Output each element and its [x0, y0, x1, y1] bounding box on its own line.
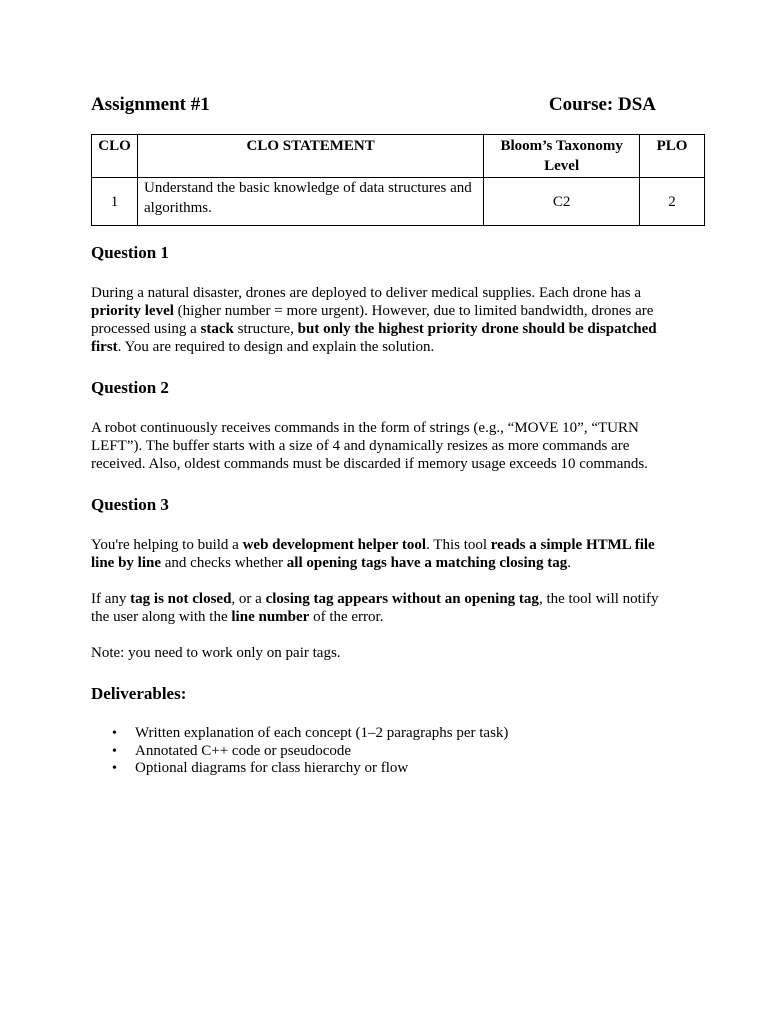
clo-header: CLO	[92, 135, 138, 178]
assignment-title: Assignment #1	[91, 94, 210, 115]
bullet-icon: •	[112, 761, 117, 776]
question-1-title: Question 1	[91, 243, 169, 262]
bullet-icon: •	[112, 726, 117, 741]
list-item: • Written explanation of each concept (1–2 paragraphs per task)	[112, 725, 509, 741]
question-2-title: Question 2	[91, 378, 169, 397]
clo-number-cell: 1	[92, 178, 138, 226]
bloom-level-cell: C2	[484, 178, 640, 226]
clo-table	[91, 134, 705, 226]
table-row	[92, 178, 705, 226]
clo-table-header-row	[92, 135, 705, 178]
clo-statement-cell: Understand the basic knowledge of data structures and algorithms.	[137, 178, 483, 226]
question-3-title: Question 3	[91, 495, 169, 514]
course-title: Course: DSA	[548, 94, 656, 115]
deliverables-list	[91, 725, 671, 778]
clo-statement-header: CLO STATEMENT	[137, 135, 483, 178]
plo-header: PLO	[640, 135, 705, 178]
question-3-paragraph-1: You're helping to build a web development helper tool. This tool reads a simple HTML file line by line and checks whether all opening tags have a matching closing tag.	[91, 537, 655, 571]
bloom-level-header: Bloom’s Taxonomy Level	[484, 135, 640, 178]
question-1-text: During a natural disaster, drones are deployed to deliver medical supplies. Each drone has a priority level (higher number = more urgent). However, due to limited bandwidth, drones are processed using a stack structure, but only the highest priority drone should be dispatched first. You are required to design and explain the solution.	[91, 285, 657, 355]
list-item: • Optional diagrams for class hierarchy or flow	[112, 760, 409, 776]
document-header	[91, 93, 656, 119]
question-3-note: Note: you need to work only on pair tags.	[91, 645, 341, 661]
question-3-paragraph-2: If any tag is not closed, or a closing tag appears without an opening tag, the tool will notify the user along with the line number of the error.	[91, 591, 659, 625]
question-2-text: A robot continuously receives commands in the form of strings (e.g., “MOVE 10”, “TURN LEFT”). The buffer starts with a size of 4 and dynamically resizes as more commands are received. Also, oldest commands must be discarded if memory usage exceeds 10 commands.	[91, 420, 648, 472]
plo-number-cell: 2	[640, 178, 705, 226]
list-item: • Annotated C++ code or pseudocode	[112, 742, 352, 759]
deliverables-title: Deliverables:	[91, 684, 187, 703]
bullet-icon: •	[112, 743, 117, 759]
document-body	[91, 240, 671, 778]
